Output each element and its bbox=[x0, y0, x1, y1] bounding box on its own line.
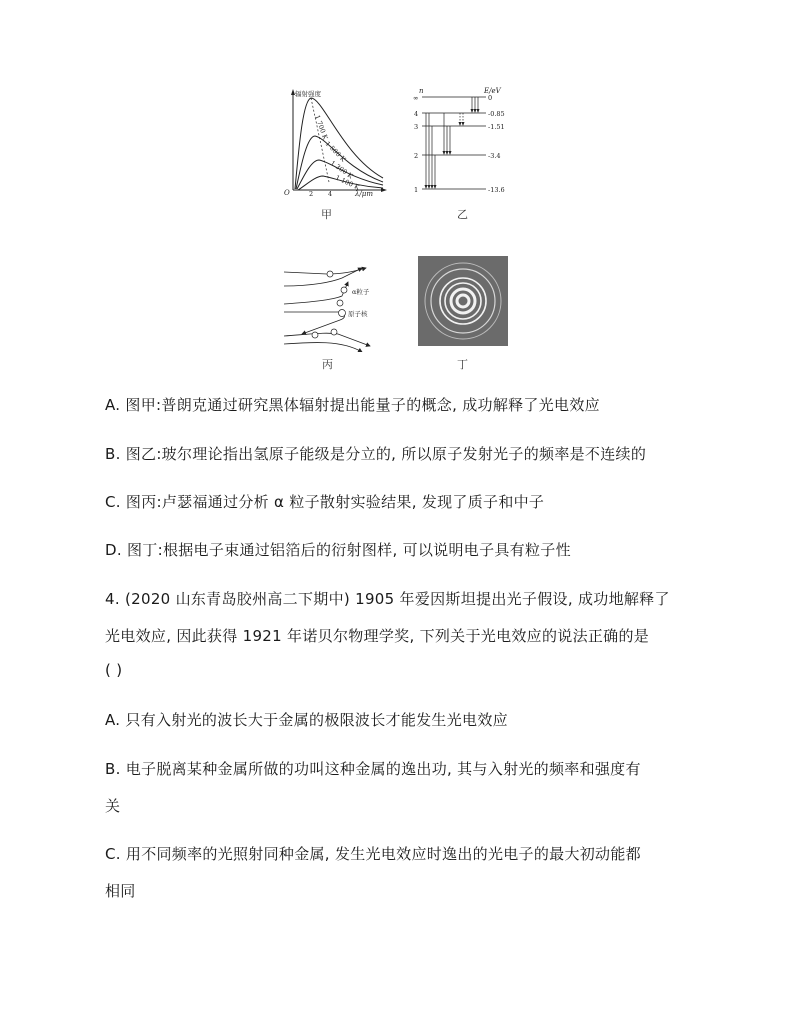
n-3: 3 bbox=[414, 123, 419, 131]
xlabel: λ/μm bbox=[355, 190, 373, 198]
origin-label: O bbox=[284, 189, 290, 197]
curve-label-1500k: 1 500 K bbox=[323, 139, 348, 164]
curve-label-1300k: 1 300 K bbox=[328, 159, 355, 181]
e-2: -3.4 bbox=[488, 152, 501, 160]
e-3: -1.51 bbox=[488, 123, 505, 131]
caption-jia: 甲 bbox=[321, 208, 332, 221]
caption-ding: 丁 bbox=[457, 358, 468, 371]
n-label: n bbox=[419, 87, 424, 95]
option-c-q3: C. 图丙:卢瑟福通过分析 α 粒子散射实验结果, 发现了质子和中子 bbox=[105, 493, 545, 511]
option-c-q4-line-1: C. 用不同频率的光照射同种金属, 发生光电效应时逸出的光电子的最大初动能都 bbox=[105, 845, 641, 863]
n-inf: ∞ bbox=[413, 94, 419, 102]
n-1: 1 bbox=[414, 186, 419, 194]
xtick-4: 4 bbox=[328, 190, 333, 198]
figure-jia-blackbody bbox=[283, 86, 388, 198]
curve-label-1100k: 1 100 K bbox=[334, 173, 361, 192]
figure-bing-alpha-scattering bbox=[282, 262, 387, 352]
e-4: -0.85 bbox=[488, 110, 505, 118]
question-4-line-2: 光电效应, 因此获得 1921 年诺贝尔物理学奖, 下列关于光电效应的说法正确的是 bbox=[105, 627, 650, 645]
option-a-q4: A. 只有入射光的波长大于金属的极限波长才能发生光电效应 bbox=[105, 711, 508, 729]
xtick-2: 2 bbox=[309, 190, 314, 198]
curve-label-1700k: 1 700 K bbox=[313, 113, 330, 141]
nucleus-label: 原子核 bbox=[348, 310, 368, 318]
e-1: -13.6 bbox=[488, 186, 505, 194]
caption-yi: 乙 bbox=[457, 208, 468, 221]
option-b-q4-line-1: B. 电子脱离某种金属所做的功叫这种金属的逸出功, 其与入射光的频率和强度有 bbox=[105, 760, 641, 778]
figure-yi-energy-levels bbox=[408, 86, 518, 198]
question-4-line-1: 4. (2020 山东青岛胶州高二下期中) 1905 年爱因斯坦提出光子假设, 成功地解释了 bbox=[105, 590, 670, 608]
caption-bing: 丙 bbox=[322, 358, 333, 371]
alpha-label: α粒子 bbox=[352, 288, 370, 296]
option-d-q3: D. 图丁:根据电子束通过铝箔后的衍射图样, 可以说明电子具有粒子性 bbox=[105, 541, 571, 559]
option-b-q4-line-2: 关 bbox=[105, 797, 121, 815]
option-a-q3: A. 图甲:普朗克通过研究黑体辐射提出能量子的概念, 成功解释了光电效应 bbox=[105, 396, 600, 414]
figure-ding-diffraction bbox=[418, 256, 508, 346]
option-c-q4-line-2: 相同 bbox=[105, 882, 136, 900]
e-label: E/eV bbox=[484, 87, 501, 95]
n-2: 2 bbox=[414, 152, 419, 160]
e-0: 0 bbox=[488, 94, 493, 102]
option-b-q3: B. 图乙:玻尔理论指出氢原子能级是分立的, 所以原子发射光子的频率是不连续的 bbox=[105, 445, 647, 463]
ylabel: 辐射强度 bbox=[295, 90, 321, 98]
answer-blank: ( ) bbox=[105, 661, 123, 679]
n-4: 4 bbox=[414, 110, 419, 118]
